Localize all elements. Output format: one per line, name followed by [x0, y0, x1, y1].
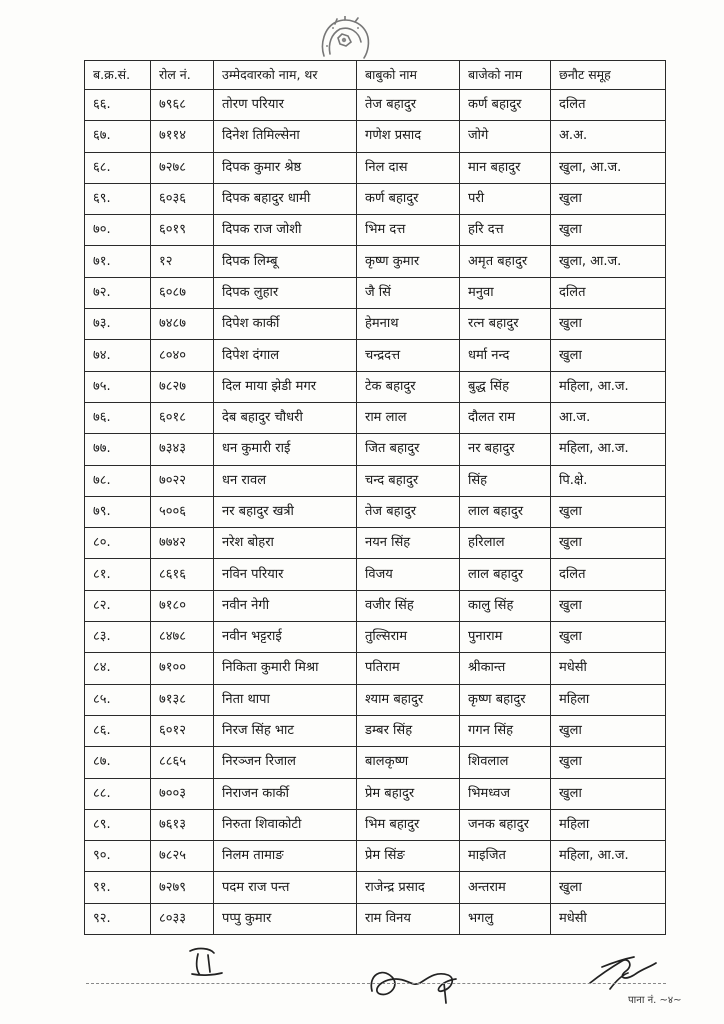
father-name-cell: श्याम बहादुर	[357, 684, 460, 715]
candidate-name-cell: निरुता शिवाकोटी	[214, 809, 357, 840]
roll-number-cell: ७२७९	[151, 872, 214, 903]
roll-number-cell: ७७४२	[151, 528, 214, 559]
father-name-cell: कृष्ण कुमार	[357, 246, 460, 277]
candidate-name-cell: निलम तामाङ	[214, 841, 357, 872]
roll-number-cell: ७००३	[151, 778, 214, 809]
table-row	[85, 434, 666, 465]
candidate-name-cell: देब बहादुर चौधरी	[214, 402, 357, 433]
selection-group-cell: महिला, आ.ज.	[551, 434, 666, 465]
grandfather-name-cell: माइजित	[460, 841, 551, 872]
candidate-name-cell: दिपक बहादुर धामी	[214, 183, 357, 214]
father-name-cell: तुल्सिराम	[357, 622, 460, 653]
candidate-name-cell: नवीन भट्टराई	[214, 622, 357, 653]
grandfather-name-cell: लाल बहादुर	[460, 559, 551, 590]
grandfather-name-cell: जोगे	[460, 121, 551, 152]
table-row	[85, 183, 666, 214]
selection-group-cell: खुला	[551, 590, 666, 621]
roll-number-cell: ५००६	[151, 496, 214, 527]
header-candidate-name: उम्मेदवारको नाम, थर	[214, 61, 357, 90]
serial-cell: ७३.	[85, 309, 151, 340]
serial-cell: ८९.	[85, 809, 151, 840]
candidate-name-cell: निकिता कुमारी मिश्रा	[214, 653, 357, 684]
father-name-cell: जित बहादुर	[357, 434, 460, 465]
father-name-cell: भिम दत्त	[357, 215, 460, 246]
candidate-name-cell: नर बहादुर खत्री	[214, 496, 357, 527]
header-grandfather-name: बाजेको नाम	[460, 61, 551, 90]
father-name-cell: गणेश प्रसाद	[357, 121, 460, 152]
candidate-name-cell: निरज सिंह भाट	[214, 715, 357, 746]
selection-group-cell: दलित	[551, 90, 666, 121]
serial-cell: ८४.	[85, 653, 151, 684]
header-serial: ब.क्र.सं.	[85, 61, 151, 90]
candidate-name-cell: नवीन नेगी	[214, 590, 357, 621]
serial-cell: ७१.	[85, 246, 151, 277]
roll-number-cell: ८०४०	[151, 340, 214, 371]
serial-cell: ८२.	[85, 590, 151, 621]
grandfather-name-cell: भगलु	[460, 903, 551, 934]
table-row	[85, 215, 666, 246]
table-row	[85, 841, 666, 872]
roll-number-cell: ७१३८	[151, 684, 214, 715]
header-father-name: बाबुको नाम	[357, 61, 460, 90]
candidate-name-cell: तोरण परियार	[214, 90, 357, 121]
serial-cell: ६७.	[85, 121, 151, 152]
serial-cell: ७८.	[85, 465, 151, 496]
selection-group-cell: खुला	[551, 215, 666, 246]
handwritten-signatures	[0, 945, 724, 1024]
table-row	[85, 340, 666, 371]
candidate-name-cell: दिपेश दंगाल	[214, 340, 357, 371]
selection-group-cell: मधेसी	[551, 653, 666, 684]
selection-group-cell: खुला	[551, 496, 666, 527]
table-row	[85, 590, 666, 621]
official-seal-stamp	[318, 16, 372, 62]
table-header-row	[85, 61, 666, 90]
father-name-cell: कर्ण बहादुर	[357, 183, 460, 214]
roll-number-cell: ६०१९	[151, 215, 214, 246]
candidate-name-cell: दिपक राज जोशी	[214, 215, 357, 246]
grandfather-name-cell: कृष्ण बहादुर	[460, 684, 551, 715]
candidate-name-cell: नविन परियार	[214, 559, 357, 590]
table-row	[85, 684, 666, 715]
grandfather-name-cell: परी	[460, 183, 551, 214]
father-name-cell: निल दास	[357, 152, 460, 183]
father-name-cell: जै सिं	[357, 277, 460, 308]
selection-group-cell: खुला	[551, 622, 666, 653]
roll-number-cell: ७२७८	[151, 152, 214, 183]
grandfather-name-cell: दौलत राम	[460, 402, 551, 433]
serial-cell: ९२.	[85, 903, 151, 934]
header-selection-group: छनौट समूह	[551, 61, 666, 90]
serial-cell: ७९.	[85, 496, 151, 527]
roll-number-cell: ८४७८	[151, 622, 214, 653]
roll-number-cell: ८८६५	[151, 747, 214, 778]
table-row	[85, 496, 666, 527]
selection-group-cell: खुला	[551, 872, 666, 903]
table-row	[85, 90, 666, 121]
serial-cell: ९१.	[85, 872, 151, 903]
selection-group-cell: खुला, आ.ज.	[551, 152, 666, 183]
selection-group-cell: महिला	[551, 809, 666, 840]
table-row	[85, 371, 666, 402]
selection-group-cell: खुला	[551, 715, 666, 746]
grandfather-name-cell: कर्ण बहादुर	[460, 90, 551, 121]
table-row	[85, 465, 666, 496]
grandfather-name-cell: अमृत बहादुर	[460, 246, 551, 277]
grandfather-name-cell: अन्तराम	[460, 872, 551, 903]
table-row	[85, 152, 666, 183]
candidate-name-cell: धन रावल	[214, 465, 357, 496]
father-name-cell: वजीर सिंह	[357, 590, 460, 621]
selection-group-cell: खुला	[551, 340, 666, 371]
table-row	[85, 903, 666, 934]
roll-number-cell: ६०३६	[151, 183, 214, 214]
roll-number-cell: ७३४३	[151, 434, 214, 465]
father-name-cell: चन्द बहादुर	[357, 465, 460, 496]
roll-number-cell: ७९६८	[151, 90, 214, 121]
father-name-cell: विजय	[357, 559, 460, 590]
selection-group-cell: महिला, आ.ज.	[551, 371, 666, 402]
roll-number-cell: ७४८७	[151, 309, 214, 340]
father-name-cell: भिम बहादुर	[357, 809, 460, 840]
roll-number-cell: ७६१३	[151, 809, 214, 840]
candidate-name-cell: निराजन कार्की	[214, 778, 357, 809]
selection-group-cell: खुला	[551, 747, 666, 778]
selection-group-cell: खुला	[551, 528, 666, 559]
serial-cell: ८३.	[85, 622, 151, 653]
roll-number-cell: ७८२७	[151, 371, 214, 402]
father-name-cell: तेज बहादुर	[357, 90, 460, 121]
serial-cell: ७५.	[85, 371, 151, 402]
serial-cell: ७०.	[85, 215, 151, 246]
header-roll-number: रोल नं.	[151, 61, 214, 90]
roll-number-cell: ६०८७	[151, 277, 214, 308]
candidate-name-cell: दिल माया झेडी मगर	[214, 371, 357, 402]
serial-cell: ८१.	[85, 559, 151, 590]
roll-number-cell: ८६१६	[151, 559, 214, 590]
grandfather-name-cell: हरि दत्त	[460, 215, 551, 246]
grandfather-name-cell: पुनाराम	[460, 622, 551, 653]
candidate-name-cell: दिपेश कार्की	[214, 309, 357, 340]
serial-cell: ८६.	[85, 715, 151, 746]
father-name-cell: डम्बर सिंह	[357, 715, 460, 746]
selection-group-cell: महिला	[551, 684, 666, 715]
serial-cell: ९०.	[85, 841, 151, 872]
serial-cell: ७४.	[85, 340, 151, 371]
father-name-cell: राम विनय	[357, 903, 460, 934]
serial-cell: ७२.	[85, 277, 151, 308]
table-row	[85, 309, 666, 340]
grandfather-name-cell: लाल बहादुर	[460, 496, 551, 527]
roll-number-cell: १२	[151, 246, 214, 277]
candidate-name-cell: निरञ्जन रिजाल	[214, 747, 357, 778]
grandfather-name-cell: मान बहादुर	[460, 152, 551, 183]
candidate-name-cell: दिपक कुमार श्रेष्ठ	[214, 152, 357, 183]
father-name-cell: तेज बहादुर	[357, 496, 460, 527]
candidate-name-cell: दिपक लुहार	[214, 277, 357, 308]
serial-cell: ८८.	[85, 778, 151, 809]
table-row	[85, 747, 666, 778]
grandfather-name-cell: नर बहादुर	[460, 434, 551, 465]
selection-group-cell: महिला, आ.ज.	[551, 841, 666, 872]
roll-number-cell: ८०३३	[151, 903, 214, 934]
grandfather-name-cell: गगन सिंह	[460, 715, 551, 746]
father-name-cell: राजेन्द्र प्रसाद	[357, 872, 460, 903]
selection-group-cell: दलित	[551, 277, 666, 308]
grandfather-name-cell: जनक बहादुर	[460, 809, 551, 840]
roll-number-cell: ७११४	[151, 121, 214, 152]
grandfather-name-cell: भिमध्वज	[460, 778, 551, 809]
grandfather-name-cell: सिंह	[460, 465, 551, 496]
serial-cell: ६९.	[85, 183, 151, 214]
table-row	[85, 277, 666, 308]
serial-cell: ७७.	[85, 434, 151, 465]
father-name-cell: पतिराम	[357, 653, 460, 684]
grandfather-name-cell: रत्न बहादुर	[460, 309, 551, 340]
serial-cell: ८५.	[85, 684, 151, 715]
selection-group-cell: खुला	[551, 778, 666, 809]
selection-group-cell: पि.क्षे.	[551, 465, 666, 496]
father-name-cell: टेक बहादुर	[357, 371, 460, 402]
roll-number-cell: ६०१२	[151, 715, 214, 746]
grandfather-name-cell: कालु सिंह	[460, 590, 551, 621]
grandfather-name-cell: हरिलाल	[460, 528, 551, 559]
serial-cell: ७६.	[85, 402, 151, 433]
grandfather-name-cell: शिवलाल	[460, 747, 551, 778]
table-row	[85, 559, 666, 590]
serial-cell: ८०.	[85, 528, 151, 559]
roll-number-cell: ७१००	[151, 653, 214, 684]
candidate-name-cell: दिनेश तिमिल्सेना	[214, 121, 357, 152]
selection-group-cell: मधेसी	[551, 903, 666, 934]
selection-group-cell: दलित	[551, 559, 666, 590]
selection-group-cell: आ.ज.	[551, 402, 666, 433]
candidate-name-cell: पप्पु कुमार	[214, 903, 357, 934]
father-name-cell: प्रेम बहादुर	[357, 778, 460, 809]
grandfather-name-cell: मनुवा	[460, 277, 551, 308]
table-row	[85, 246, 666, 277]
candidate-name-cell: नरेश बोहरा	[214, 528, 357, 559]
father-name-cell: बालकृष्ण	[357, 747, 460, 778]
table-row	[85, 121, 666, 152]
roll-number-cell: ७०२२	[151, 465, 214, 496]
father-name-cell: प्रेम सिंङ	[357, 841, 460, 872]
grandfather-name-cell: श्रीकान्त	[460, 653, 551, 684]
serial-cell: ८७.	[85, 747, 151, 778]
selection-group-cell: खुला	[551, 183, 666, 214]
table-row	[85, 715, 666, 746]
selection-group-cell: खुला	[551, 309, 666, 340]
selection-group-cell: अ.अ.	[551, 121, 666, 152]
roll-number-cell: ७१८०	[151, 590, 214, 621]
father-name-cell: हेमनाथ	[357, 309, 460, 340]
table-row	[85, 872, 666, 903]
candidate-result-table	[84, 60, 666, 935]
table-row	[85, 653, 666, 684]
table-row	[85, 528, 666, 559]
father-name-cell: चन्द्रदत्त	[357, 340, 460, 371]
father-name-cell: नयन सिंह	[357, 528, 460, 559]
table-row	[85, 778, 666, 809]
footer-separator-line	[86, 983, 666, 984]
candidate-name-cell: निता थापा	[214, 684, 357, 715]
table-row	[85, 622, 666, 653]
serial-cell: ६८.	[85, 152, 151, 183]
roll-number-cell: ७८२५	[151, 841, 214, 872]
grandfather-name-cell: बुद्ध सिंह	[460, 371, 551, 402]
selection-group-cell: खुला, आ.ज.	[551, 246, 666, 277]
table-row	[85, 809, 666, 840]
serial-cell: ६६.	[85, 90, 151, 121]
candidate-name-cell: धन कुमारी राई	[214, 434, 357, 465]
page-number: पाना नं. ~४~	[628, 995, 682, 1006]
table-row	[85, 402, 666, 433]
candidate-name-cell: पदम राज पन्त	[214, 872, 357, 903]
grandfather-name-cell: धर्मा नन्द	[460, 340, 551, 371]
father-name-cell: राम लाल	[357, 402, 460, 433]
roll-number-cell: ६०१८	[151, 402, 214, 433]
candidate-name-cell: दिपक लिम्बू	[214, 246, 357, 277]
